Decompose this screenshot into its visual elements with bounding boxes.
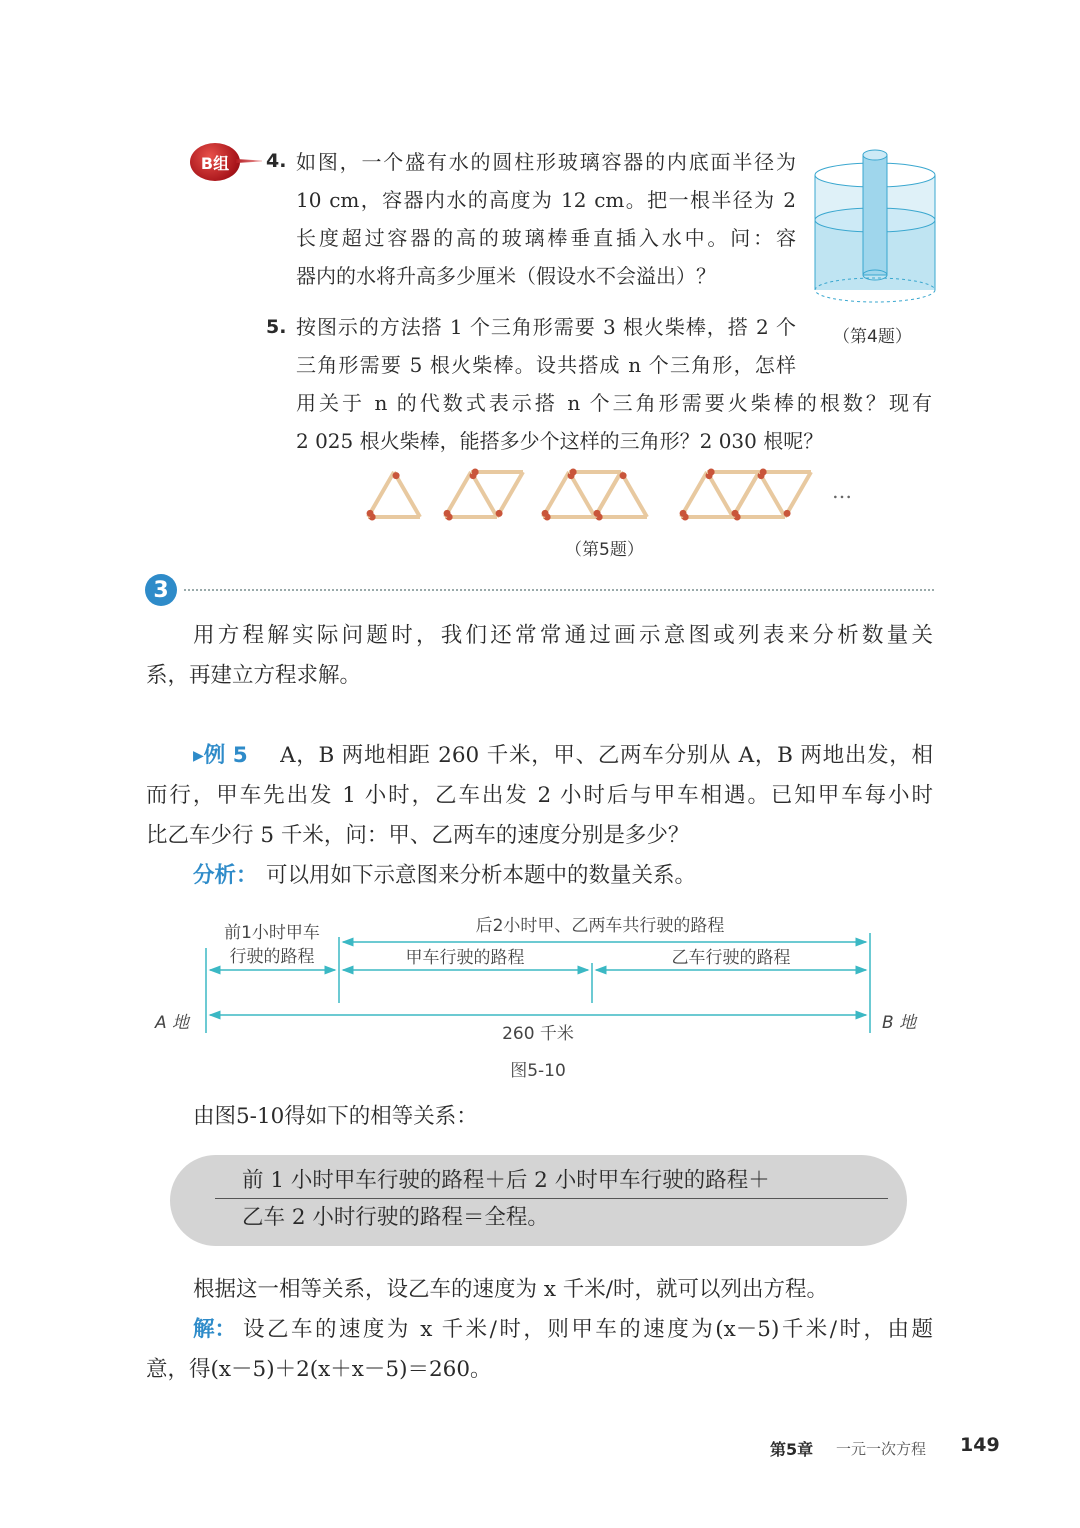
matchstick [681, 472, 707, 517]
section-paragraph-line: 用方程解实际问题时，我们还常常通过画示意图或列表来分析数量关 [193, 623, 933, 648]
matchstick-head [680, 510, 687, 517]
problem-5-line: 2 025 根火柴棒，能搭多少个这样的三角形？2 030 根呢？ [296, 429, 824, 453]
equation-line-2: 乙车 2 小时行驶的路程＝全程。 [242, 1205, 549, 1230]
problem-4-line: 如图，一个盛有水的圆柱形玻璃容器的内底面半径为 [296, 150, 796, 174]
matchstick-pattern [542, 469, 647, 521]
problem-5-line: 三角形需要 5 根火柴棒。设共搭成 n 个三角形，怎样 [296, 353, 796, 377]
figure-5-caption: （第5题） [565, 540, 644, 560]
matchstick-head [367, 510, 374, 517]
label-first-hour: 行驶的路程 [229, 947, 315, 967]
badge-pointer [236, 159, 262, 163]
group-b-badge: B组 [190, 143, 240, 181]
example-line: 而行，甲车先出发 1 小时，乙车出发 2 小时后与甲车相遇。已知甲车每小时 [146, 783, 933, 808]
matchstick-head [760, 469, 767, 476]
matchstick [733, 472, 759, 517]
section-divider [184, 589, 934, 591]
matchstick-head [496, 510, 503, 517]
solution-line: 意，得(x－5)＋2(x＋x－5)＝260。 [146, 1357, 492, 1382]
footer-chapter: 第5章 [770, 1440, 814, 1459]
equation-divider [215, 1198, 888, 1199]
matchstick [759, 472, 785, 517]
equation-line-1: 前 1 小时甲车行驶的路程＋后 2 小时甲车行驶的路程＋ [242, 1168, 770, 1193]
label-point-a: A 地 [155, 1013, 190, 1033]
matchstick [394, 472, 420, 517]
matchstick [368, 472, 394, 517]
problem-5-line: 用关于 n 的代数式表示搭 n 个三角形需要火柴棒的根数？现有 [296, 391, 932, 415]
matchstick-pattern [367, 472, 420, 521]
example-line: 比乙车少行 5 千米，问：甲、乙两车的速度分别是多少？ [146, 823, 690, 848]
matchstick [569, 472, 595, 517]
analysis-label: 分析： [193, 863, 258, 888]
label-yi-distance: 乙车行驶的路程 [671, 948, 791, 968]
matchstick-head [542, 510, 549, 517]
matchstick-pattern [680, 469, 811, 521]
matchstick [497, 472, 523, 517]
distance-diagram [0, 900, 1080, 1090]
label-point-b: B 地 [882, 1013, 917, 1033]
problem-4-number: 4. [266, 150, 287, 172]
matchstick-head [594, 510, 601, 517]
cylinder-figure [805, 145, 945, 315]
label-total-distance: 260 千米 [502, 1024, 574, 1044]
problem-5-number: 5. [266, 316, 287, 338]
matchstick [595, 472, 621, 517]
problem-5-line: 按图示的方法搭 1 个三角形需要 3 根火柴棒，搭 2 个 [296, 315, 796, 339]
relation-intro: 由图5-10得如下的相等关系： [193, 1104, 478, 1129]
solution-label: 解： [193, 1317, 237, 1342]
footer-chapter-title: 一元一次方程 [836, 1440, 927, 1458]
section-number-badge: 3 [145, 574, 177, 606]
matchstick-pattern [444, 469, 523, 521]
matchstick-head [708, 469, 715, 476]
label-jia-distance: 甲车行驶的路程 [405, 948, 525, 968]
matchstick-head [784, 510, 791, 517]
matchstick [471, 472, 497, 517]
problem-4-line: 器内的水将升高多少厘米（假设水不会溢出）？ [296, 264, 716, 288]
diagram-caption: 图5-10 [510, 1061, 566, 1081]
matchstick [543, 472, 569, 517]
page-number: 149 [960, 1434, 1000, 1456]
problem-4-line: 10 cm，容器内水的高度为 12 cm。把一根半径为 2 [296, 188, 796, 212]
matchstick-head [444, 510, 451, 517]
matchstick [621, 472, 647, 517]
label-first-hour: 前1小时甲车 [224, 923, 320, 943]
solution-line: 设乙车的速度为 x 千米/时，则甲车的速度为(x－5)千米/时，由题 [243, 1317, 933, 1342]
relation-text: 根据这一相等关系，设乙车的速度为 x 千米/时，就可以列出方程。 [193, 1277, 829, 1302]
example-line: A，B 两地相距 260 千米，甲、乙两车分别从 A，B 两地出发，相 [280, 743, 933, 768]
matchstick-head [620, 472, 627, 479]
example-label: ▸例 5 [193, 743, 248, 768]
matchstick [445, 472, 471, 517]
matchstick [707, 472, 733, 517]
matchstick-head [732, 510, 739, 517]
problem-4-line: 长度超过容器的高的玻璃棒垂直插入水中。问：容 [296, 226, 796, 250]
matchstick-ellipsis: … [832, 479, 852, 503]
label-last-two-hours: 后2小时甲、乙两车共行驶的路程 [475, 916, 725, 936]
matchstick-head [472, 469, 479, 476]
matchstick [785, 472, 811, 517]
section-paragraph-line: 系，再建立方程求解。 [146, 663, 362, 688]
matchstick-head [393, 472, 400, 479]
matchstick-head [570, 469, 577, 476]
figure-4-caption: （第4题） [833, 327, 912, 347]
analysis-text: 可以用如下示意图来分析本题中的数量关系。 [266, 863, 697, 888]
matchstick-figure [0, 460, 1080, 530]
